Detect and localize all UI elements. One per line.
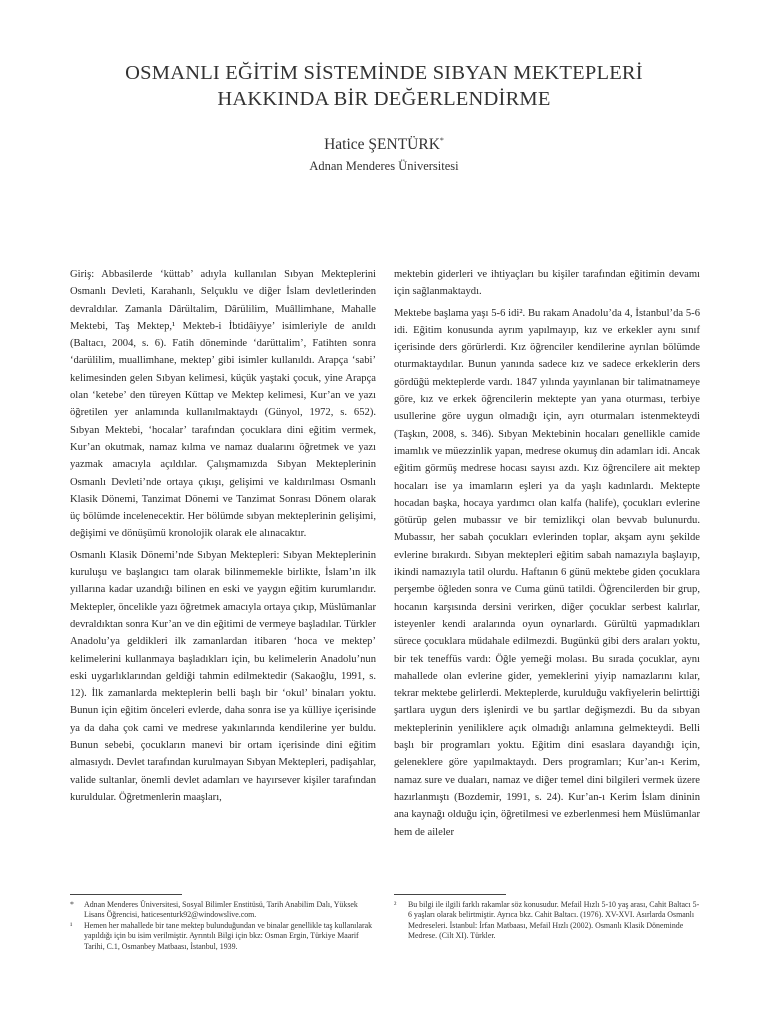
footnote [394, 900, 700, 942]
paragraph: mektebin giderleri ve ihtiyaçları bu kişiler tarafından eğitimin devamı için sağlanmaktaydı. [394, 269, 700, 298]
footnote [70, 900, 376, 921]
title-line-1: OSMANLI EĞİTİM SİSTEMİNDE SIBYAN MEKTEPLERİ [125, 62, 643, 84]
paragraph: Giriş: Abbasilerde ‘küttab’ adıyla kullanılan Sıbyan Mekteplerini Osmanlı Devleti, Karahanlı, Selçuklu ve diğer İslam devletlerinden devraldılar. Zamanla Dârültalim, Dârülilim, Muâllimhane, Mahalle Mektebi, Taş Mektep,¹ Mekteb-i İbtidâiyye’ isimleriyle de anıldı (Baltacı, 2004, s. 6). Fatih döneminde ‘darüttalim’, Fatihten sonra ‘darülilim, muallimhane, mektep’ gibi isimler kullanıldı. Arapça ‘sabi’ kelimesinden gelen Sıbyan kelimesi, küçük yaştaki çocuk, yine Arapça olan ‘ketebe’ den türeyen Küttap ve Mektep kelimesi, Kur’an ve yazı öğretilen yer anlamında kullanılmaktaydı (Günyol, 1972, s. 652). Sıbyan Mektebi, ‘hocalar’ tarafından çocuklara dini eğitim vermek, Kur’an okutmak, namaz kılma ve namaz dualarını öğretmek ve yazı yazmak amacıyla açıldılar. Çalışmamızda Sıbyan Mekteplerinin Osmanlı Devleti’nde ortaya çıkışı, gelişimi ve kaldırılması Osmanlı Klasik Dönemi, Tanzimat Dönemi ve Tanzimat Sonrası Dönem olarak üç bölümde incelenecektir. Her bölümde sıbyan mekteplerinin gelişimi, değişimi ve dönüşümü kronolojik olarak ele alınacaktır. [70, 269, 376, 540]
footnote-divider-left [70, 894, 182, 895]
footnote-text: Hemen her mahallede bir tane mektep bulunduğundan ve binalar genellikle taş kullanılarak yapıldığı için bu isim verilmiştir. Ayrıntılı Bilgi için bkz: Osman Ergin, Türkiye Maarif Tarihi, C.1, Osmanbey Matbaası, İstanbul, 1939. [84, 920, 373, 951]
footnote [70, 921, 376, 952]
author-text: Hatice ŞENTÜRK [324, 136, 440, 153]
footnote-mark: * [70, 900, 74, 909]
paper-title [64, 60, 704, 112]
author-footnote-mark: * [439, 136, 444, 145]
footnotes-left [70, 900, 376, 952]
affiliation: Adnan Menderes Üniversitesi [309, 159, 459, 173]
footnote-divider-right [394, 894, 506, 895]
body-column-left [70, 266, 376, 810]
body-column-right [394, 266, 700, 845]
paragraph: Mektebe başlama yaşı 5-6 idi². Bu rakam Anadolu’da 4, İstanbul’da 5-6 idi. Eğitim konusunda ayrım yapılmayıp, kız ve erkekler aynı sınıf içerisinde ders görürlerdi. Kız öğrenciler kendilerine ayrılan bölümde oturmaktaydılar. Bunun yanında sadece kız ve sadece erkeklerin ders gördüğü mekteplerde vardı. 1847 yılında yayınlanan bir talimatnameye göre, kız ve erkek öğrencilerin mektepte yan yana oturması, terbiye usullerine göre uygun olmadığı için, ayrı oturmaları istenmekteydi (Taşkın, 2008, s. 346). Sıbyan Mektebinin hocaları genellikle camide imamlık ve müezzinlik yapan, medrese okumuş din adamları idi. Ancak eğitim görmüş medrese hocası sayısı azdı. Kız öğrencilere ait mektep hocaları ise ya imamların eşleri ya da yaşlı kadınlardı. Mektepte hocadan başka, hocaya yardımcı olan kalfa (halife), çocukları evlerine götürüp gelen mubassır ve bir temizlikçi olan bevvab bulunurdu. Mubassır, her sabah çocukları evlerinden toplar, akşam aynı şekilde evlerine bırakırdı. Sıbyan mektepleri eğitim sabah namazıyla başlayıp, ikindi namazıyla tatil olurdu. Haftanın 6 günü mektebe giden çocuklara perşembe öğleden sonra ve Cuma günü tatildi. Öğrencilerden bir grup, hocanın karşısında dersini verirken, diğer çocuklar serbest kalırlar, isteyenler kendi aralarında oyun oynarlardı. Gürültü yapmadıkları sürece çocuklara müdahale edilmezdi. Bugünkü gibi ders araları yoktu, bir tek teneffüs vardı: Öğle yemeği molası. Bu sırada çocuklar, aynı mahallede olan evlerine gider, yemeklerini yiyip namazlarını kılar, tekrar mektebe gelirlerdi. Mekteplerde, kurulduğu vakfiyelerin belirttiği şartlara uygun ders işlenirdi ve bu şartlar değişmezdi. Bu da sıbyan mekteplerinin yeniliklere açık olmadığı anlamına gelmekteydi. Belli başlı bir programları yoktu. Eğitim dini esaslara dayandığı için, geleneklere göre yapılmaktaydı. Ders programları; Kur’an-ı Kerim, namaz sure ve duaları, namaz ve diğer temel dini bilgileri vermek üzere hazırlanmıştı (Bozdemir, 1991, s. 24). Kur’an-ı Kerim İslam dininin ana kaynağı olduğu için, öğretilmesi ve ezberlenmesi hem Müslümanlar hem de aileler [394, 307, 700, 838]
author-name [0, 136, 768, 154]
footnote-mark: ¹ [70, 920, 73, 930]
title-line-2: HAKKINDA BİR DEĞERLENDİRME [217, 88, 551, 110]
paragraph: Osmanlı Klasik Dönemi’nde Sıbyan Mektepleri: Sıbyan Mekteplerinin kuruluşu ve başlangıcı tam olarak bilinmemekle birlikte, İslam’ın ilk yıllarına kadar uzandığı bilinen en eski ve yaygın eğitim kurumlarıdır. Mektepler, öncelikle yazı öğretmek amacıyla ortaya çıkıp, Müslümanlar devraldıktan sonra Kur’an ve din eğitimi de vermeye başladılar. Türkler Anadolu’ya geldikleri ilk zamanlardan itibaren ‘hoca ve mektep’ kelimelerini kullanmaya başladıkları için, bu kelimelerin Anadolu’nun eski uygarlıklarından geldiği tahmin edilmektedir (Sakaoğlu, 1991, s. 12). İlk zamanlarda mekteplerin belli başlı bir ‘okul’ binaları yoktu. Bunun için eğitim önceleri evlerde, daha sonra ise ya külliye içerisinde ya da daha çok cami ve medrese yakınlarında kendilerine yer buldu. Bunun sebebi, çocukların manevi bir ortam içerisinde dini eğitim almasıydı. Devlet tarafından kurulmayan Sıbyan Mektepleri, padişahlar, valide sultanlar, önemli devlet adamları ve hayırsever kişiler tarafından kuruldular. Öğretmenlerin maaşları, [70, 549, 376, 803]
footnote-text: Adnan Menderes Üniversitesi, Sosyal Bilimler Enstitüsü, Tarih Anabilim Dalı, Yüksek Lisans Öğrencisi, haticesenturk92@windowslive.com. [84, 900, 358, 920]
footnotes-right [394, 900, 700, 942]
footnote-text: Bu bilgi ile ilgili farklı rakamlar söz konusudur. Mefail Hızlı 5-10 yaş arası, Cahit Baltacı 5-6 yaşları olarak belirtmiştir. Ayrıca bkz. Cahit Baltacı. (1976). XV-XVI. Asırlarda Osmanlı Medreseleri. İstanbul: İrfan Matbaası, Mefail Hızlı (2002). Osmanlı Klasik Döneminde Medrese. (Cilt XI). Türkler. [408, 900, 700, 941]
footnote-mark: ² [394, 900, 397, 909]
